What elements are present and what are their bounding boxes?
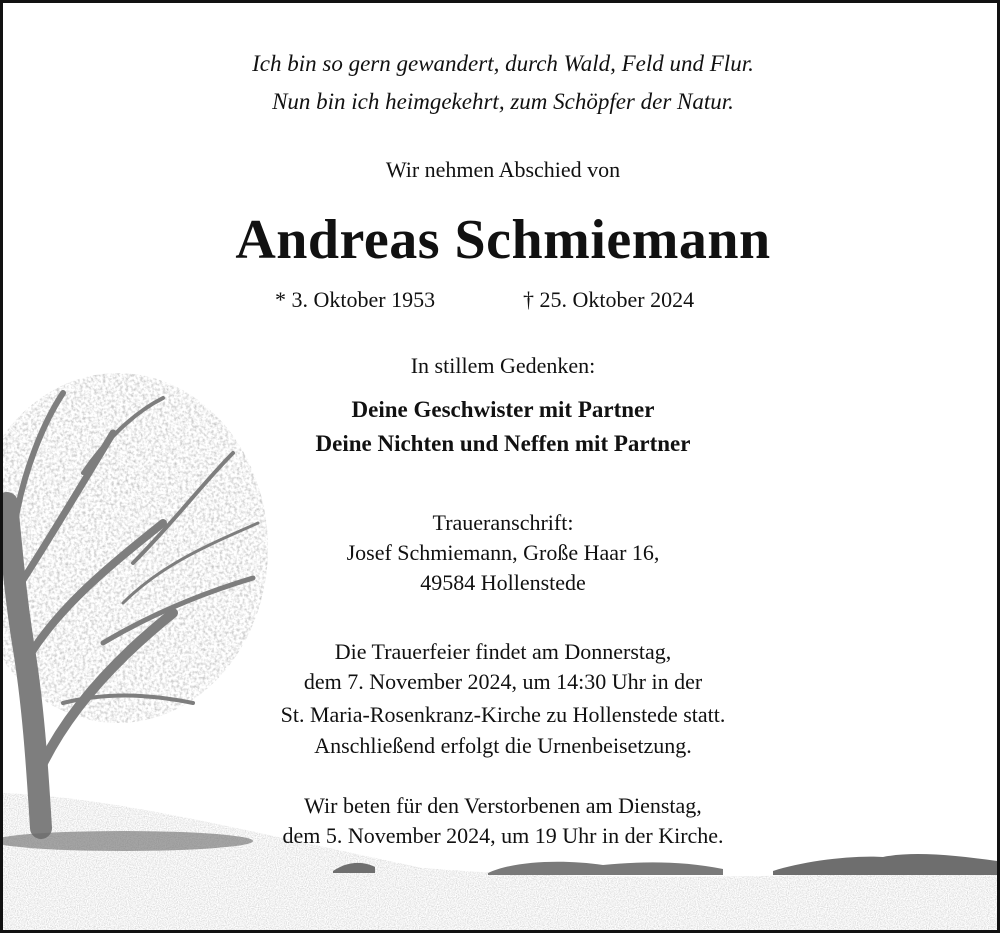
distant-hills-right — [773, 854, 997, 875]
address-line-1: Josef Schmiemann, Große Haar 16, — [346, 540, 660, 565]
funeral-line: Anschließend erfolgt die Urnenbeisetzung. — [314, 733, 692, 758]
address-line-2: 49584 Hollenstede — [420, 570, 586, 595]
prayer-line: Wir beten für den Verstorbenen am Dienstag, — [304, 793, 702, 818]
funeral-line: St. Maria-Rosenkranz-Kirche zu Hollenstede statt. — [280, 702, 726, 727]
poem-line-2: Nun bin ich heimgekehrt, zum Schöpfer der Natur. — [272, 89, 734, 114]
death-date: † 25. Oktober 2024 — [523, 287, 695, 312]
prayer-line: dem 5. November 2024, um 19 Uhr in der Kirche. — [282, 823, 724, 848]
mourner-line: Deine Nichten und Neffen mit Partner — [315, 431, 691, 456]
life-dates — [3, 285, 1000, 315]
mourner-line: Deine Geschwister mit Partner — [351, 397, 655, 422]
funeral-line: Die Trauerfeier findet am Donnerstag, — [334, 639, 672, 664]
poem-line-1: Ich bin so gern gewandert, durch Wald, Feld und Flur. — [252, 51, 754, 76]
funeral-line: dem 7. November 2024, um 14:30 Uhr in der — [303, 669, 703, 694]
memorial-intro: In stillem Gedenken: — [410, 353, 596, 378]
deceased-name: Andreas Schmiemann — [235, 209, 771, 271]
address-heading: Traueranschrift: — [432, 510, 574, 535]
distant-hills-center — [488, 862, 723, 875]
intro-text: Wir nehmen Abschied von — [385, 157, 621, 182]
birth-date: * 3. Oktober 1953 — [275, 287, 436, 312]
